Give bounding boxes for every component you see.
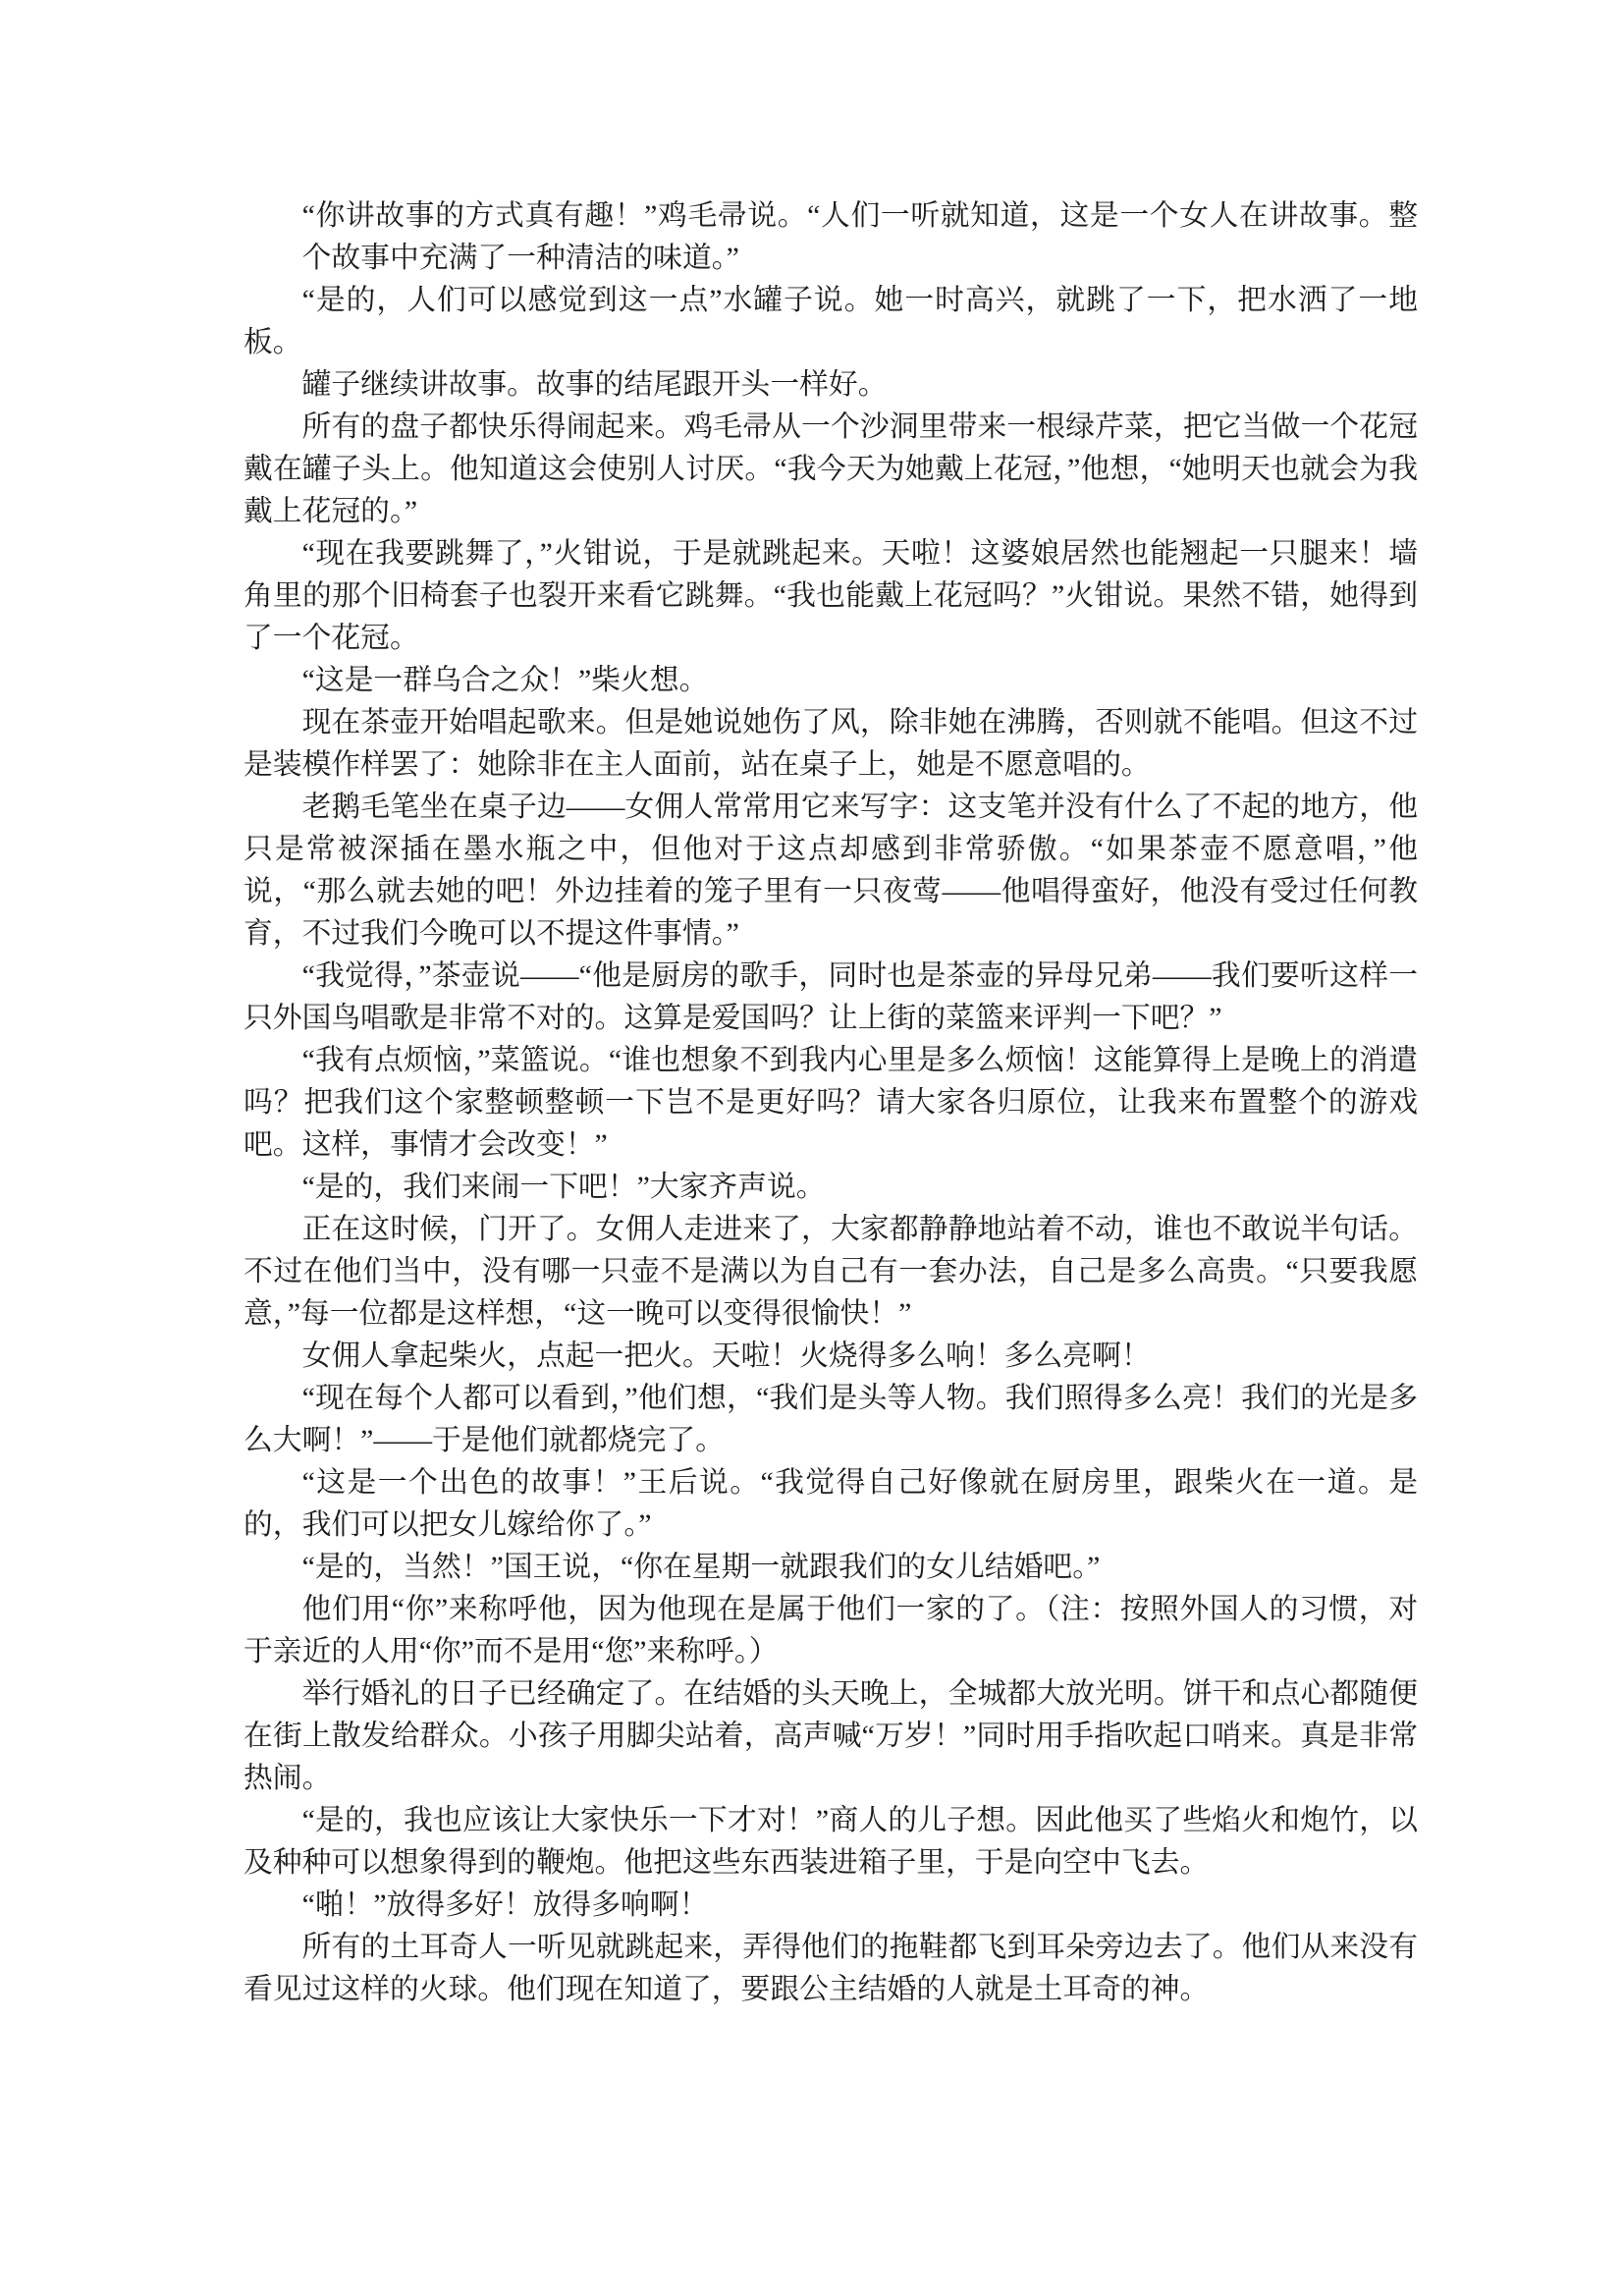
paragraph: 罐子继续讲故事。故事的结尾跟开头一样好。	[301, 368, 888, 401]
paragraph: “现在每个人都可以看到，”他们想，“我们是头等人物。我们照得多么亮！我们的光是多么大啊！”——于是他们就都烧完了。	[243, 1382, 1418, 1456]
paragraph: “你讲故事的方式真有趣！”鸡毛帚说。“人们一听就知道，这是一个女人在讲故事。整个故事中充满了一种清洁的味道。”	[301, 199, 1418, 274]
paragraph: “啪！”放得多好！放得多响啊！	[301, 1888, 709, 1921]
paragraph: “现在我要跳舞了，”火钳说，于是就跳起来。天啦！这婆娘居然也能翘起一只腿来！墙角里的那个旧椅套子也裂开来看它跳舞。“我也能戴上花冠吗？”火钳说。果然不错，她得到了一个花冠。	[243, 537, 1418, 654]
paragraph: 现在茶壶开始唱起歌来。但是她说她伤了风，除非她在沸腾，否则就不能唱。但这不过是装模作样罢了：她除非在主人面前，站在桌子上，她是不愿意唱的。	[243, 706, 1418, 781]
paragraph: “我有点烦恼，”菜篮说。“谁也想象不到我内心里是多么烦恼！这能算得上是晚上的消遣吗？把我们这个家整顿整顿一下岂不是更好吗？请大家各归原位，让我来布置整个的游戏吧。这样，事情才会改变！”	[243, 1044, 1418, 1161]
paragraph: 举行婚礼的日子已经确定了。在结婚的头天晚上，全城都大放光明。饼干和点心都随便在街上散发给群众。小孩子用脚尖站着，高声喊“万岁！”同时用手指吹起口哨来。真是非常热闹。	[243, 1677, 1418, 1794]
story-paragraphs	[243, 194, 1418, 2010]
paragraph: 他们用“你”来称呼他，因为他现在是属于他们一家的了。（注：按照外国人的习惯，对于亲近的人用“你”而不是用“您”来称呼。）	[243, 1593, 1418, 1667]
paragraph: “我觉得，”茶壶说——“他是厨房的歌手，同时也是茶壶的异母兄弟——我们要听这样一只外国鸟唱歌是非常不对的。这算是爱国吗？让上街的菜篮来评判一下吧？”	[243, 959, 1418, 1034]
paragraph: “这是一群乌合之众！”柴火想。	[301, 664, 709, 696]
paragraph: “这是一个出色的故事！”王后说。“我觉得自己好像就在厨房里，跟柴火在一道。是的，我们可以把女儿嫁给你了。”	[243, 1466, 1418, 1541]
paragraph: 老鹅毛笔坐在桌子边——女佣人常常用它来写字：这支笔并没有什么了不起的地方，他只是常被深插在墨水瓶之中，但他对于这点却感到非常骄傲。“如果茶壶不愿意唱，”他说，“那么就去她的吧！外边挂着的笼子里有一只夜莺——他唱得蛮好，他没有受过任何教育，不过我们今晚可以不提这件事情。”	[243, 791, 1418, 950]
paragraph: “是的，我们来闹一下吧！”大家齐声说。	[301, 1171, 826, 1203]
paragraph: “是的，人们可以感觉到这一点”水罐子说。她一时高兴，就跳了一下，把水洒了一地板。	[243, 284, 1418, 358]
paragraph: 所有的盘子都快乐得闹起来。鸡毛帚从一个沙洞里带来一根绿芹菜，把它当做一个花冠戴在罐子头上。他知道这会使别人讨厌。“我今天为她戴上花冠，”他想，“她明天也就会为我戴上花冠的。”	[243, 410, 1418, 527]
paragraph: 正在这时候，门开了。女佣人走进来了，大家都静静地站着不动，谁也不敢说半句话。不过在他们当中，没有哪一只壶不是满以为自己有一套办法，自己是多么高贵。“只要我愿意，”每一位都是这样想，“这一晚可以变得很愉快！”	[243, 1213, 1418, 1330]
paragraph: 所有的土耳奇人一听见就跳起来，弄得他们的拖鞋都飞到耳朵旁边去了。他们从来没有看见过这样的火球。他们现在知道了，要跟公主结婚的人就是土耳奇的神。	[243, 1931, 1418, 2005]
paragraph: 女佣人拿起柴火，点起一把火。天啦！火烧得多么响！多么亮啊！	[301, 1339, 1151, 1372]
paragraph: “是的，我也应该让大家快乐一下才对！”商人的儿子想。因此他买了些焰火和炮竹，以及种种可以想象得到的鞭炮。他把这些东西装进箱子里，于是向空中飞去。	[243, 1804, 1418, 1879]
paragraph: “是的，当然！”国王说，“你在星期一就跟我们的女儿结婚吧。”	[301, 1551, 1101, 1583]
